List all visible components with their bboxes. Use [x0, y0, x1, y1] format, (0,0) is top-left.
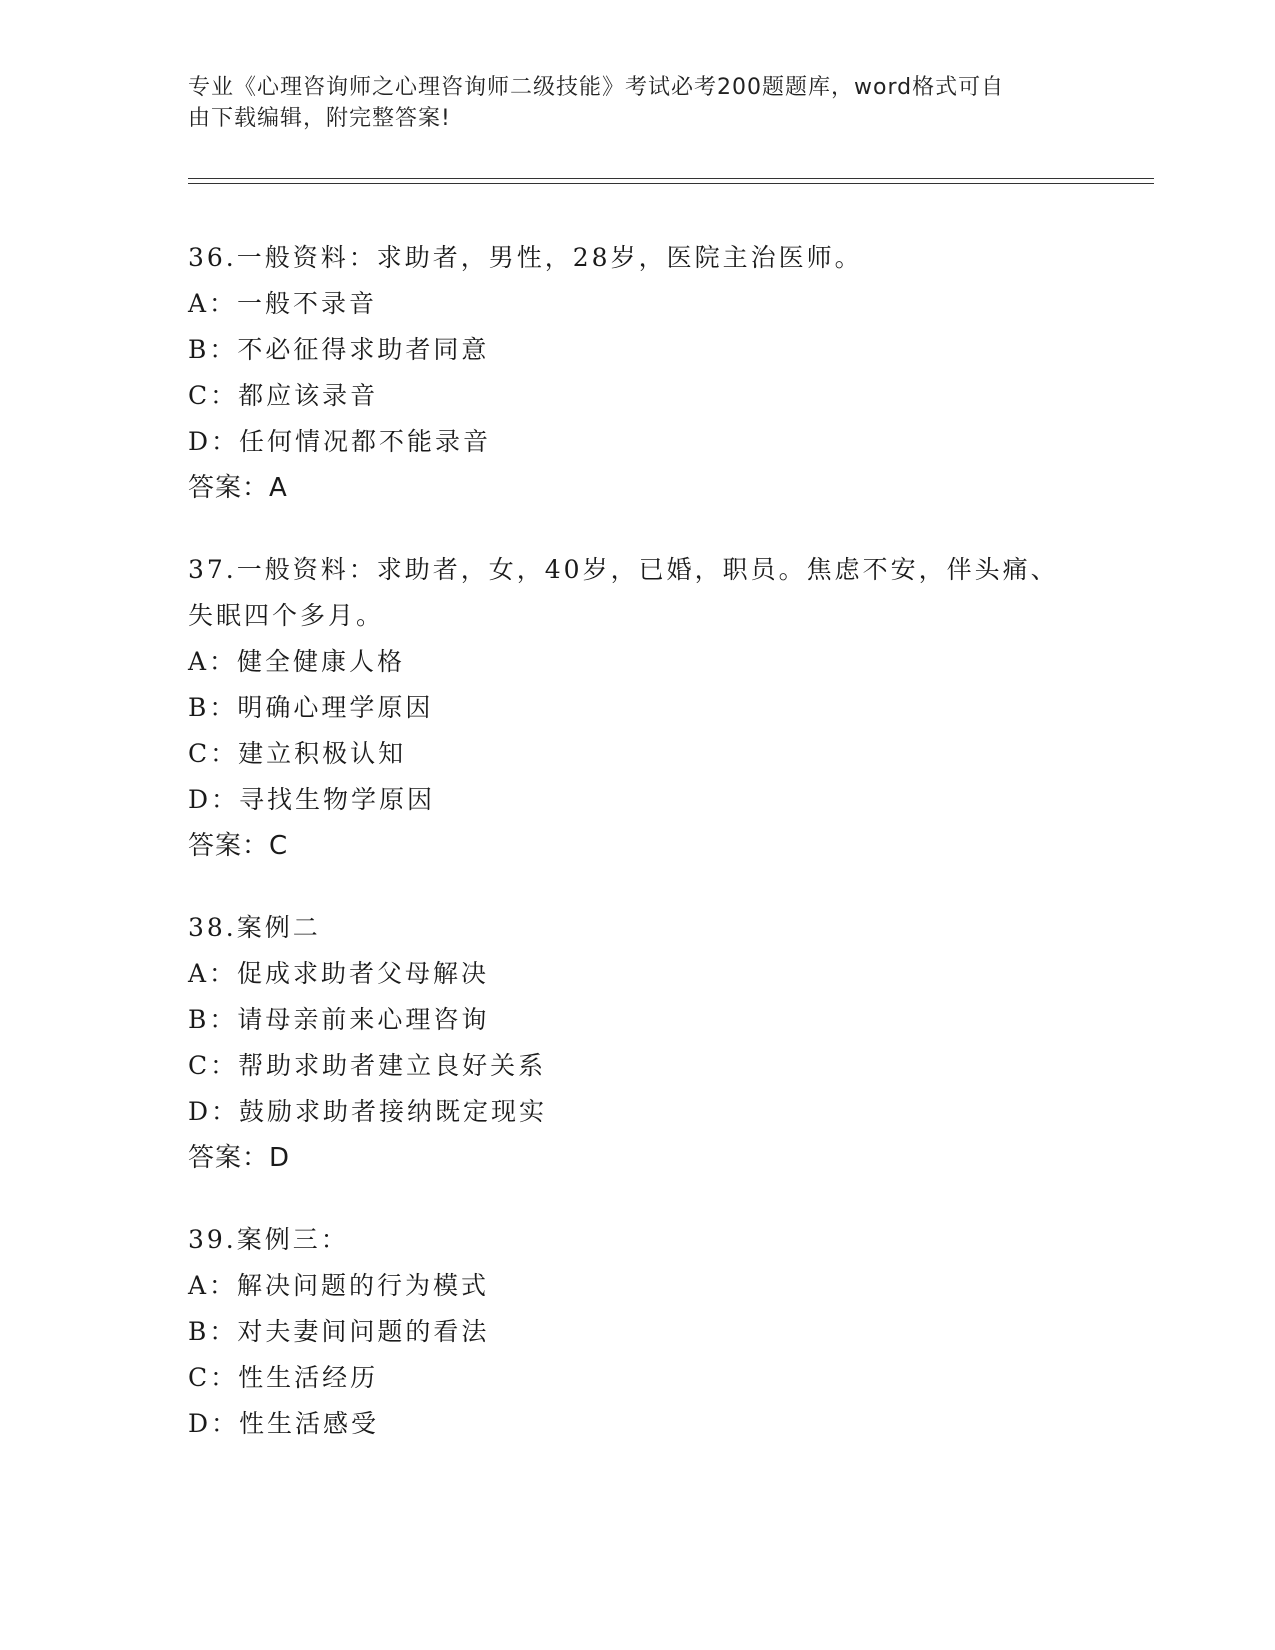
option-a: A：健全健康人格 [188, 647, 406, 676]
option-d: D：寻找生物学原因 [188, 785, 436, 814]
option-c: C：建立积极认知 [188, 739, 407, 768]
question-37 [188, 547, 1088, 869]
header-line-2: 由下载编辑，附完整答案! [188, 106, 451, 131]
answer-line: 答案：D [188, 1143, 291, 1173]
option-c: C：性生活经历 [188, 1363, 379, 1392]
question-stem-continued: 失眠四个多月。 [188, 601, 385, 630]
option-b: B：请母亲前来心理咨询 [188, 1005, 490, 1034]
option-c: C：都应该录音 [188, 381, 379, 410]
question-39 [188, 1217, 1088, 1447]
option-b: B：不必征得求助者同意 [188, 335, 490, 364]
option-d: D：鼓励求助者接纳既定现实 [188, 1097, 548, 1126]
answer-line: 答案：C [188, 831, 289, 861]
option-a: A：一般不录音 [188, 289, 378, 318]
question-stem: 37.一般资料：求助者，女，40岁，已婚，职员。焦虑不安，伴头痛、 [188, 555, 1059, 584]
question-36 [188, 235, 1088, 511]
header-divider-bottom [188, 183, 1154, 184]
question-list [188, 235, 1088, 1483]
question-stem: 36.一般资料：求助者，男性，28岁，医院主治医师。 [188, 243, 863, 272]
question-stem: 39.案例三： [188, 1225, 349, 1254]
option-d: D：任何情况都不能录音 [188, 427, 492, 456]
option-b: B：对夫妻间问题的看法 [188, 1317, 490, 1346]
option-d: D：性生活感受 [188, 1409, 380, 1438]
question-stem: 38.案例二 [188, 913, 321, 942]
answer-line: 答案：A [188, 473, 288, 503]
option-a: A：促成求助者父母解决 [188, 959, 490, 988]
document-header [188, 72, 1088, 134]
question-38 [188, 905, 1088, 1181]
option-b: B：明确心理学原因 [188, 693, 434, 722]
header-divider-top [188, 178, 1154, 179]
option-c: C：帮助求助者建立良好关系 [188, 1051, 547, 1080]
header-line-1: 专业《心理咨询师之心理咨询师二级技能》考试必考200题题库，word格式可自 [188, 75, 1005, 100]
option-a: A：解决问题的行为模式 [188, 1271, 490, 1300]
